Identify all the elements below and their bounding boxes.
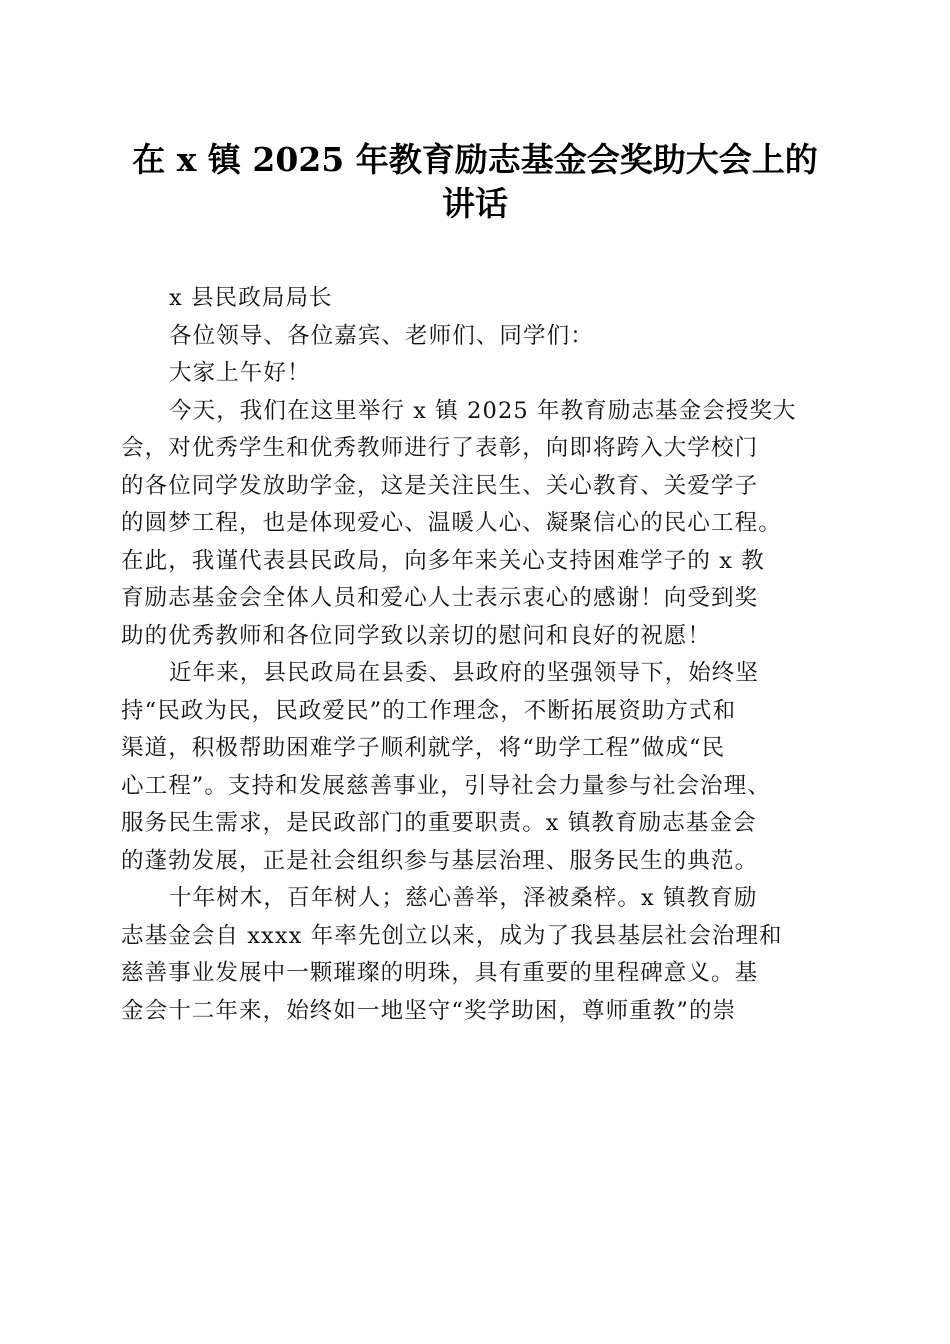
paragraph-2 (121, 655, 827, 880)
paragraph-line: 金会十二年来，始终如一地坚守“奖学助困，尊师重教”的崇 (121, 997, 737, 1024)
author-line: x 县民政局局长 (169, 285, 333, 311)
paragraph-line: 心工程”。支持和发展慈善事业，引导社会力量参与社会治理、 (121, 772, 771, 799)
paragraph-line: 持“民政为民，民政爱民”的工作理念，不断拓展资助方式和 (121, 697, 737, 724)
document-body (121, 280, 827, 1030)
paragraph-line: 志基金会自 xxxx 年率先创立以来，成为了我县基层社会治理和 (121, 922, 783, 949)
title-line-2: 讲话 (442, 184, 508, 223)
paragraph-line: 近年来，县民政局在县委、县政府的坚强领导下，始终坚 (169, 660, 760, 686)
paragraph-line: 助的优秀教师和各位同学致以亲切的慰问和良好的祝愿！ (121, 622, 712, 649)
title-line-1: 在 x 镇 2025 年教育励志基金会奖助大会上的 (132, 140, 818, 179)
paragraph-line: 慈善事业发展中一颗璀璨的明珠，具有重要的里程碑意义。基 (121, 960, 759, 986)
paragraph-line: 今天，我们在这里举行 x 镇 2025 年教育励志基金会授奖大 (169, 397, 797, 424)
paragraph-line: 的各位同学发放助学金，这是关注民生、关心教育、关爱学子 (121, 472, 759, 499)
paragraph-1 (121, 393, 827, 656)
paragraph-line: 十年树木，百年树人；慈心善举，泽被桑梓。x 镇教育励 (169, 885, 758, 911)
paragraph-line: 渠道，积极帮助困难学子顺利就学，将“助学工程”做成“民 (121, 735, 726, 761)
paragraph-line: 的蓬勃发展，正是社会组织参与基层治理、服务民生的典范。 (121, 847, 759, 874)
paragraph-line: 育励志基金会全体人员和爱心人士表示衷心的感谢！向受到奖 (121, 585, 759, 611)
greeting-line: 大家上午好！ (169, 360, 311, 386)
salutation-line: 各位领导、各位嘉宾、老师们、同学们： (169, 322, 594, 349)
paragraph-line: 服务民生需求，是民政部门的重要职责。x 镇教育励志基金会 (121, 810, 757, 836)
document-title (110, 138, 840, 226)
paragraph-line: 在此，我谨代表县民政局，向多年来关心支持困难学子的 x 教 (121, 547, 765, 574)
paragraph-line: 的圆梦工程，也是体现爱心、温暖人心、凝聚信心的民心工程。 (121, 510, 782, 536)
paragraph-3 (121, 880, 827, 1030)
paragraph-line: 会，对优秀学生和优秀教师进行了表彰，向即将跨入大学校门 (121, 435, 759, 461)
